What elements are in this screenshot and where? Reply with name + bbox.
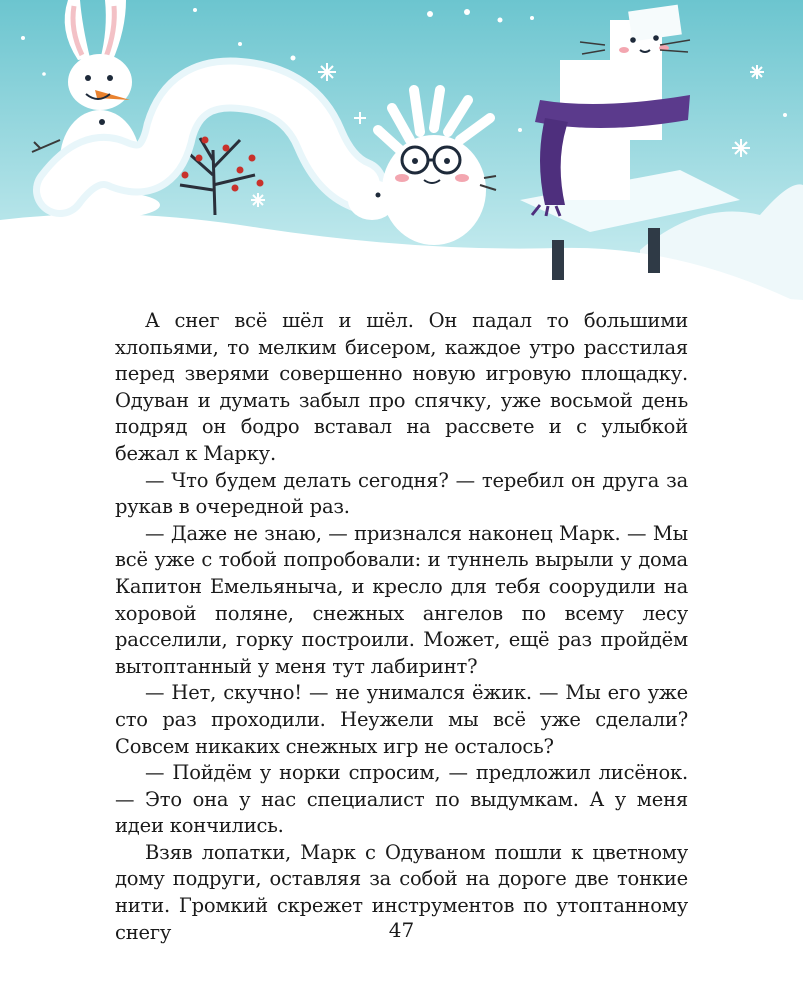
header-illustration xyxy=(0,0,803,300)
paragraph: Взяв лопатки, Марк с Одуваном пошли к цветному дому подруги, оставляя за собой на дороге две тонкие нити. Громкий скрежет инструментов по утоптанному снегу xyxy=(115,840,688,944)
paragraph: А снег всё шёл и шёл. Он падал то большими хлопьями, то мелким бисером, каждое утро расстилая перед зверями совершенно новую игровую площадку. Одуван и думать забыл про спячку, уже восьмой день подряд он бодро вставал на рассвете и с улыбкой бежал к Марку. xyxy=(115,309,688,465)
paragraph: — Даже не знаю, — признался наконец Марк. — Мы всё уже с тобой попробовали: и туннель вырыли у дома Капитон Емельяныча, и кресло для тебя соорудили на хоровой поляне, снежных ангелов по всему лесу расселили, горку построили. Может, ещё раз пройдём вытоптанный у меня тут лабиринт? xyxy=(115,521,688,678)
page-number: 47 xyxy=(388,918,415,942)
story-text xyxy=(115,308,688,946)
paragraph: — Пойдём у норки спросим, — предложил лисёнок. — Это она у нас специалист по выдумкам. А у меня идеи кончились. xyxy=(115,761,688,838)
paragraph: — Нет, скучно! — не унимался ёжик. — Мы его уже сто раз проходили. Неужели мы всё уже сделали? Совсем никаких снежных игр не осталось? xyxy=(115,681,688,758)
paragraph: — Что будем делать сегодня? — теребил он друга за рукав в очередной раз. xyxy=(115,468,688,519)
